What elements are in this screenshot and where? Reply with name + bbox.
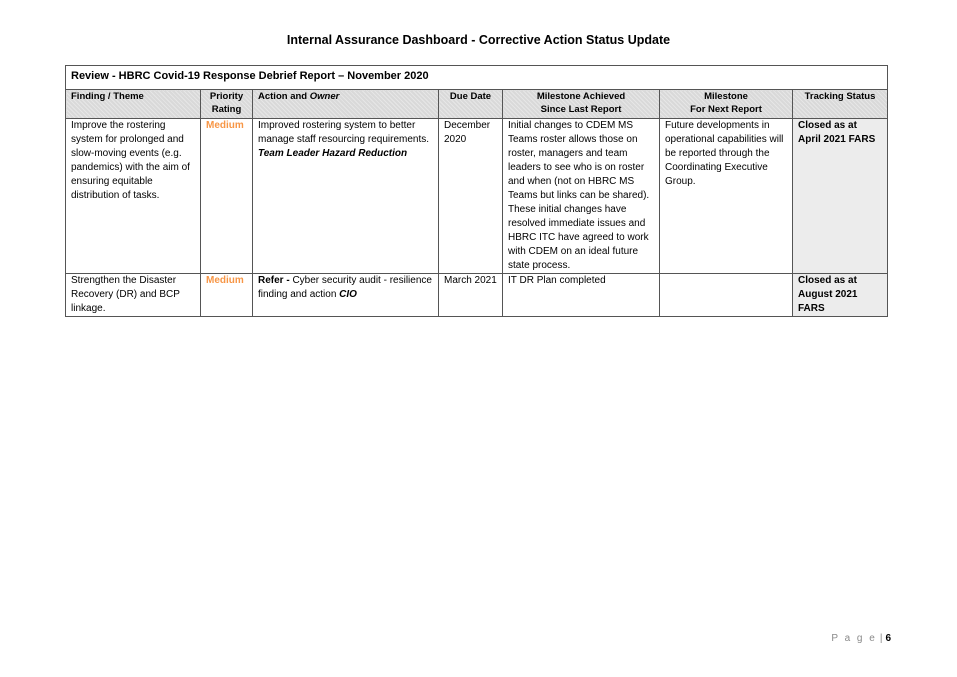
milestone-achieved-cell: Initial changes to CDEM MS Teams roster allows those on roster, managers and team leaders to see who is on roster and when (not on HBRC MS Teams but links can be shared). These initial changes have resolved immediate issues and HBRC ITC have agreed to work with CDEM on an ideal future state process. xyxy=(503,119,660,274)
header-priority-line2: Rating xyxy=(211,104,242,115)
action-prefix: Refer - xyxy=(258,275,293,286)
due-date-cell: March 2021 xyxy=(439,274,503,317)
header-tracking-status: Tracking Status xyxy=(793,90,888,119)
action-owner: CIO xyxy=(339,289,357,300)
milestone-next-cell: Future developments in operational capabilities will be reported through the Coordinating Executive Group. xyxy=(660,119,793,274)
header-action xyxy=(253,90,439,119)
header-milestone-achieved xyxy=(503,90,660,119)
tracking-status-cell: Closed as at August 2021 FARS xyxy=(793,274,888,317)
review-title: Review - HBRC Covid-19 Response Debrief Report – November 2020 xyxy=(66,66,888,90)
due-date-cell: December 2020 xyxy=(439,119,503,274)
page-title: Internal Assurance Dashboard - Corrective Action Status Update xyxy=(286,33,671,47)
priority-rating: Medium xyxy=(201,274,253,317)
header-action-label: Action and xyxy=(258,91,310,102)
milestone-achieved-cell: IT DR Plan completed xyxy=(503,274,660,317)
header-milestone-next xyxy=(660,90,793,119)
table-row xyxy=(66,274,888,317)
header-milestone-achieved-line1: Milestone Achieved xyxy=(536,91,626,102)
header-due-date: Due Date xyxy=(439,90,503,119)
action-cell xyxy=(253,119,439,274)
tracking-status-cell: Closed as at April 2021 FARS xyxy=(793,119,888,274)
header-milestone-next-line2: For Next Report xyxy=(690,104,762,115)
table-row xyxy=(66,119,888,274)
header-milestone-achieved-line2: Since Last Report xyxy=(540,104,622,115)
header-priority-line1: Priority xyxy=(209,91,244,102)
action-cell xyxy=(253,274,439,317)
action-owner: Team Leader Hazard Reduction xyxy=(258,148,408,159)
header-milestone-next-line1: Milestone xyxy=(704,91,748,102)
review-title-row xyxy=(66,66,888,90)
priority-rating: Medium xyxy=(201,119,253,274)
header-row xyxy=(66,90,888,119)
milestone-next-cell xyxy=(660,274,793,317)
page-number: 6 xyxy=(885,633,891,644)
header-action-owner: Owner xyxy=(309,91,340,102)
finding-cell: Improve the rostering system for prolonged and slow-moving events (e.g. pandemics) with the aim of ensuring equitable distribution of tasks. xyxy=(66,119,201,274)
corrective-action-table xyxy=(65,65,888,317)
action-text: Improved rostering system to better manage staff resourcing requirements. xyxy=(258,120,430,145)
header-priority xyxy=(201,90,253,119)
header-finding: Finding / Theme xyxy=(66,90,201,119)
page-label: P a g e xyxy=(831,633,877,644)
finding-cell: Strengthen the Disaster Recovery (DR) and BCP linkage. xyxy=(66,274,201,317)
page-footer xyxy=(831,633,891,644)
page-separator: | xyxy=(879,633,883,644)
action-text: Cyber security audit - resilience finding and action xyxy=(258,275,432,300)
